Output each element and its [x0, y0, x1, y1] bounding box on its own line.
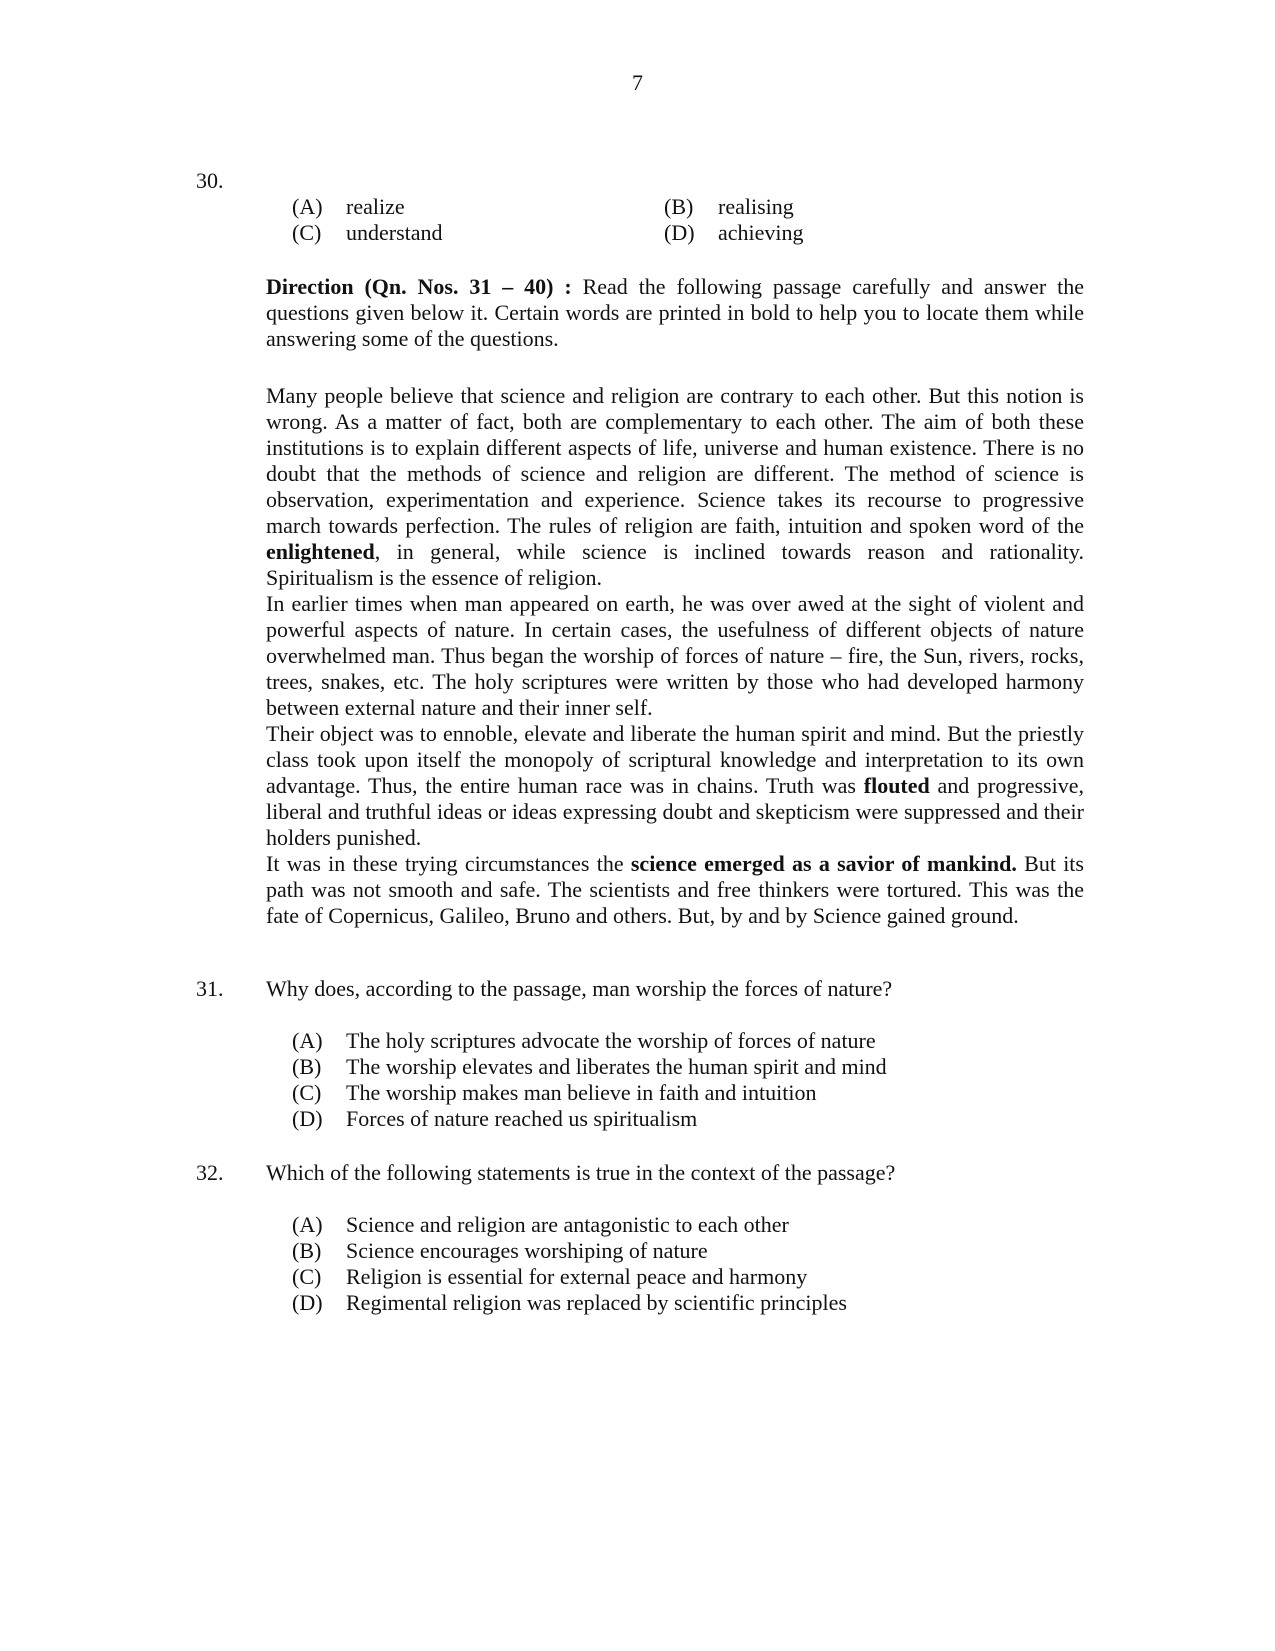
passage-paragraph-2: In earlier times when man appeared on earth, he was over awed at the sight of violent and powerful aspects of nature. In certain cases, the usefulness of different objects of nature overwhelmed man. Thus began the worship of forces of nature – fire, the Sun, rivers, rocks, trees, snakes, etc. The holy scriptures were written by those who had developed harmony between external nature and their inner self. [266, 591, 1084, 720]
option-letter: (A) [292, 194, 323, 219]
option-letter: (D) [664, 220, 695, 245]
question-30-number: 30. [196, 168, 224, 193]
option-letter: (C) [292, 1264, 322, 1289]
direction-block [266, 274, 1084, 352]
option-text: realising [718, 194, 794, 219]
direction-text: Read the following passage carefully and answer the questions given below it. Certain words are printed in bold to help you to locate them while answering some of the questions. [266, 274, 1084, 351]
option-letter: (B) [292, 1054, 322, 1079]
question-32-stem: Which of the following statements is true in the context of the passage? [266, 1160, 896, 1185]
page-number: 7 [632, 70, 643, 95]
option-letter: (B) [664, 194, 694, 219]
passage-paragraph-4: It was in these trying circumstances the science emerged as a savior of mankind. But its path was not smooth and safe. The scientists and free thinkers were tortured. This was the fate of Copernicus, Galileo, Bruno and others. But, by and by Science gained ground. [266, 851, 1084, 928]
option-letter: (A) [292, 1028, 323, 1053]
option-text: The worship makes man believe in faith and intuition [346, 1080, 817, 1105]
option-text: Science and religion are antagonistic to each other [346, 1212, 789, 1237]
question-32-number: 32. [196, 1160, 224, 1185]
bold-word-flouted: flouted [863, 773, 930, 798]
option-text: realize [346, 194, 405, 219]
option-text: The worship elevates and liberates the human spirit and mind [346, 1054, 887, 1079]
question-31-number: 31. [196, 976, 224, 1001]
bold-phrase-savior: science emerged as a savior of mankind. [630, 851, 1017, 876]
reading-passage [266, 383, 1084, 929]
option-letter: (D) [292, 1106, 323, 1131]
passage-paragraph-3: Their object was to ennoble, elevate and liberate the human spirit and mind. But the priestly class took upon itself the monopoly of scriptural knowledge and interpretation to its own advantage. Thus, the entire human race was in chains. Truth was flouted and progressive, liberal and truthful ideas or ideas expressing doubt and skepticism were suppressed and their holders punished. [266, 721, 1084, 850]
option-text: Forces of nature reached us spiritualism [346, 1106, 698, 1131]
passage-paragraph-1: Many people believe that science and religion are contrary to each other. But this notion is wrong. As a matter of fact, both are complementary to each other. The aim of both these institutions is to explain different aspects of life, universe and human existence. There is no doubt that the methods of science and religion are different. The method of science is observation, experimentation and experience. Science takes its recourse to progressive march towards perfection. The rules of religion are faith, intuition and spoken word of the enlightened, in general, while science is inclined towards reason and rationality. Spiritualism is the essence of religion. [266, 383, 1084, 590]
option-letter: (C) [292, 1080, 322, 1105]
option-letter: (B) [292, 1238, 322, 1263]
direction-label: Direction (Qn. Nos. 31 – 40) : [266, 274, 572, 299]
option-text: Regimental religion was replaced by scientific principles [346, 1290, 847, 1315]
bold-word-enlightened: enlightened [266, 539, 375, 564]
question-31-stem: Why does, according to the passage, man worship the forces of nature? [266, 976, 893, 1001]
option-text: Science encourages worshiping of nature [346, 1238, 708, 1263]
option-text: achieving [718, 220, 804, 245]
option-letter: (D) [292, 1290, 323, 1315]
option-letter: (A) [292, 1212, 323, 1237]
option-text: Religion is essential for external peace and harmony [346, 1264, 808, 1289]
option-text: The holy scriptures advocate the worship of forces of nature [346, 1028, 876, 1053]
option-text: understand [346, 220, 443, 245]
option-letter: (C) [292, 220, 322, 245]
